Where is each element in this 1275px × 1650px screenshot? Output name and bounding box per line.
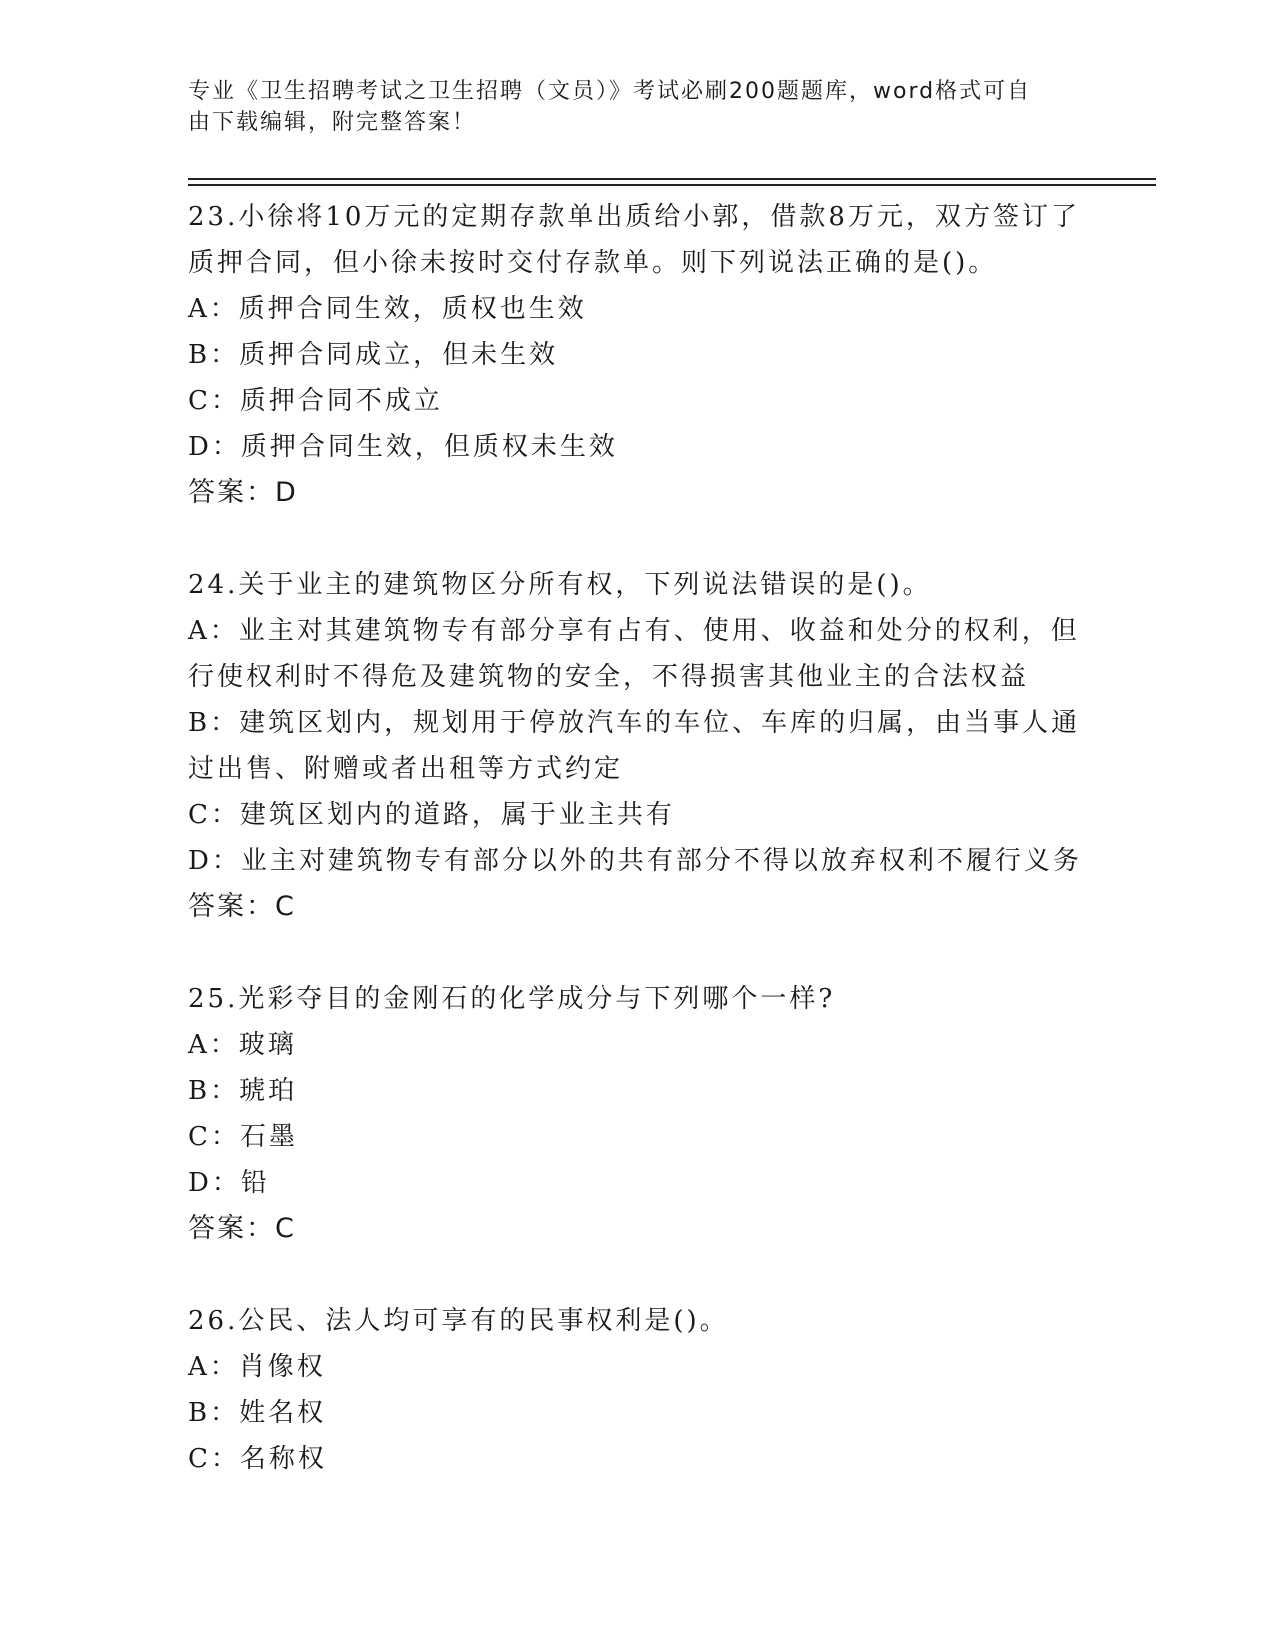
option-d: D：铅 bbox=[188, 1168, 270, 1198]
header-line-1: 专业《卫生招聘考试之卫生招聘（文员）》考试必刷200题题库，word格式可自 bbox=[188, 79, 1032, 104]
option-b: B：建筑区划内，规划用于停放汽车的车位、车库的归属，由当事人通过出售、附赠或者出租等方式约定 bbox=[188, 708, 1081, 784]
answer: 答案：D bbox=[188, 477, 298, 508]
header-divider-bottom bbox=[188, 184, 1156, 186]
option-c: C：质押合同不成立 bbox=[188, 386, 443, 416]
question-text: 24.关于业主的建筑物区分所有权，下列说法错误的是()。 bbox=[188, 570, 932, 600]
answer: 答案：C bbox=[188, 891, 296, 922]
option-a: A：质押合同生效，质权也生效 bbox=[188, 294, 587, 324]
header-line-2: 由下载编辑，附完整答案！ bbox=[188, 110, 477, 135]
option-b: B：质押合同成立，但未生效 bbox=[188, 340, 559, 370]
question-text: 26.公民、法人均可享有的民事权利是()。 bbox=[188, 1306, 729, 1336]
option-c: C：石墨 bbox=[188, 1122, 298, 1152]
question-text: 23.小徐将10万元的定期存款单出质给小郭，借款8万元，双方签订了质押合同，但小徐未按时交付存款单。则下列说法正确的是()。 bbox=[188, 202, 1080, 278]
header-divider-top bbox=[188, 178, 1156, 180]
option-d: D：质押合同生效，但质权未生效 bbox=[188, 432, 618, 462]
question-text: 25.光彩夺目的金刚石的化学成分与下列哪个一样? bbox=[188, 984, 836, 1014]
question-23 bbox=[188, 194, 1088, 516]
question-26 bbox=[188, 1298, 1088, 1482]
answer: 答案：C bbox=[188, 1213, 296, 1244]
question-25 bbox=[188, 976, 1088, 1252]
option-a: A：肖像权 bbox=[188, 1352, 326, 1382]
option-b: B：姓名权 bbox=[188, 1398, 327, 1428]
question-24 bbox=[188, 562, 1088, 930]
option-a: A：玻璃 bbox=[188, 1030, 297, 1060]
option-a: A：业主对其建筑物专有部分享有占有、使用、收益和处分的权利，但行使权利时不得危及建筑物的安全，不得损害其他业主的合法权益 bbox=[188, 616, 1080, 692]
document-header bbox=[188, 76, 1068, 138]
question-list bbox=[188, 194, 1088, 1528]
option-c: C：建筑区划内的道路，属于业主共有 bbox=[188, 800, 675, 830]
option-b: B：琥珀 bbox=[188, 1076, 298, 1106]
option-d: D：业主对建筑物专有部分以外的共有部分不得以放弃权利不履行义务 bbox=[188, 846, 1082, 876]
option-c: C：名称权 bbox=[188, 1444, 327, 1474]
